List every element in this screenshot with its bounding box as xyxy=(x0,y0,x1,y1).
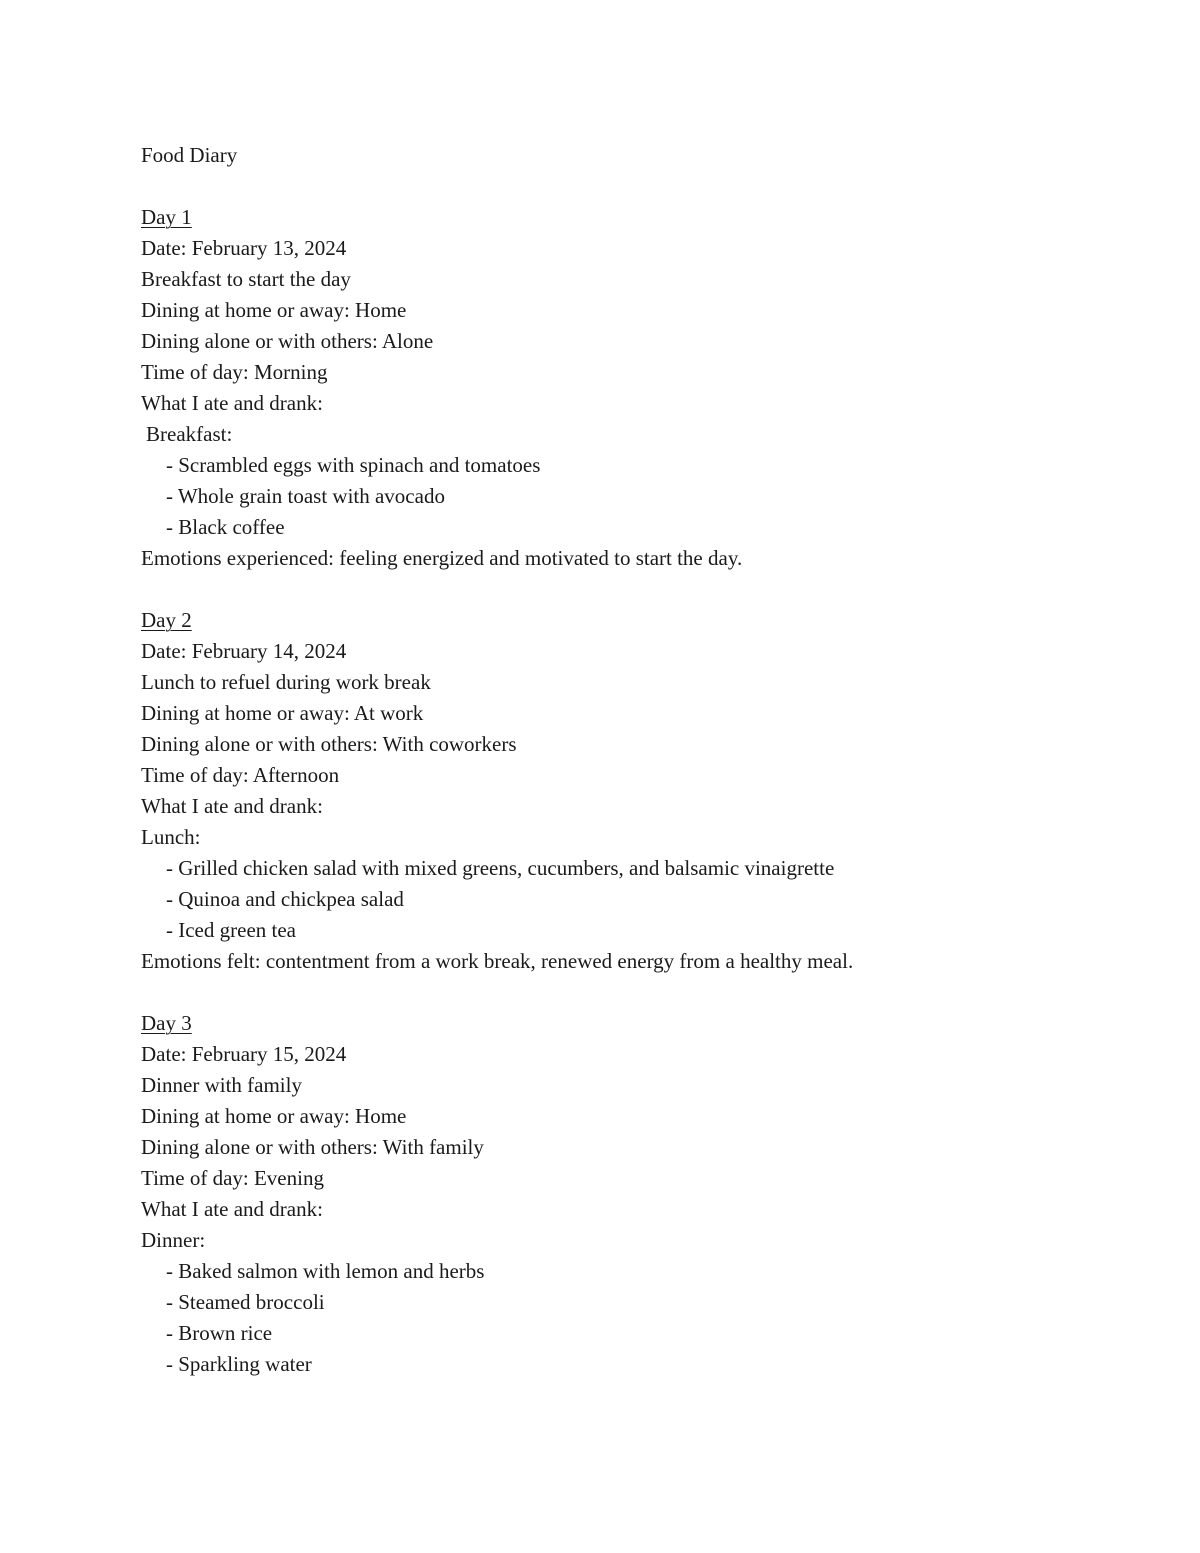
day-entry-3 xyxy=(141,1008,1121,1380)
food-item: - Grilled chicken salad with mixed greens, cucumbers, and balsamic vinaigrette xyxy=(166,856,835,880)
entry-company: Dining alone or with others: With coworkers xyxy=(141,732,517,756)
entry-location: Dining at home or away: Home xyxy=(141,298,407,322)
entry-company: Dining alone or with others: With family xyxy=(141,1135,484,1159)
document-body xyxy=(141,140,1121,1380)
food-item: - Scrambled eggs with spinach and tomatoes xyxy=(166,453,541,477)
entry-occasion: Lunch to refuel during work break xyxy=(141,670,431,694)
entry-what-label: What I ate and drank: xyxy=(141,1197,323,1221)
day-entry-1 xyxy=(141,202,1121,574)
entry-date: Date: February 13, 2024 xyxy=(141,236,347,260)
day-entry-2 xyxy=(141,605,1121,977)
entry-meal-label: Dinner: xyxy=(141,1228,206,1252)
entry-what-label: What I ate and drank: xyxy=(141,391,323,415)
day-heading: Day 1 xyxy=(141,205,192,229)
food-item: - Iced green tea xyxy=(166,918,296,942)
food-item: - Whole grain toast with avocado xyxy=(166,484,445,508)
food-item: - Quinoa and chickpea salad xyxy=(166,887,404,911)
blank-line xyxy=(141,171,1121,202)
food-item: - Black coffee xyxy=(166,515,285,539)
entry-time: Time of day: Afternoon xyxy=(141,763,340,787)
food-item: - Baked salmon with lemon and herbs xyxy=(166,1259,485,1283)
food-item: - Sparkling water xyxy=(166,1352,312,1376)
blank-line xyxy=(141,977,1121,1008)
blank-line xyxy=(141,574,1121,605)
entry-location: Dining at home or away: Home xyxy=(141,1104,407,1128)
entry-time: Time of day: Evening xyxy=(141,1166,324,1190)
document-title: Food Diary xyxy=(141,143,238,167)
entry-meal-label: Lunch: xyxy=(141,825,201,849)
entry-company: Dining alone or with others: Alone xyxy=(141,329,434,353)
entry-date: Date: February 15, 2024 xyxy=(141,1042,347,1066)
day-heading: Day 3 xyxy=(141,1011,192,1035)
entry-date: Date: February 14, 2024 xyxy=(141,639,347,663)
entry-emotions: Emotions felt: contentment from a work break, renewed energy from a healthy meal. xyxy=(141,949,854,973)
day-heading: Day 2 xyxy=(141,608,192,632)
entry-meal-label: Breakfast: xyxy=(146,422,233,446)
entry-what-label: What I ate and drank: xyxy=(141,794,323,818)
entry-emotions: Emotions experienced: feeling energized and motivated to start the day. xyxy=(141,546,743,570)
entry-occasion: Dinner with family xyxy=(141,1073,302,1097)
entry-occasion: Breakfast to start the day xyxy=(141,267,351,291)
entry-time: Time of day: Morning xyxy=(141,360,328,384)
food-item: - Brown rice xyxy=(166,1321,273,1345)
entry-location: Dining at home or away: At work xyxy=(141,701,424,725)
food-item: - Steamed broccoli xyxy=(166,1290,325,1314)
